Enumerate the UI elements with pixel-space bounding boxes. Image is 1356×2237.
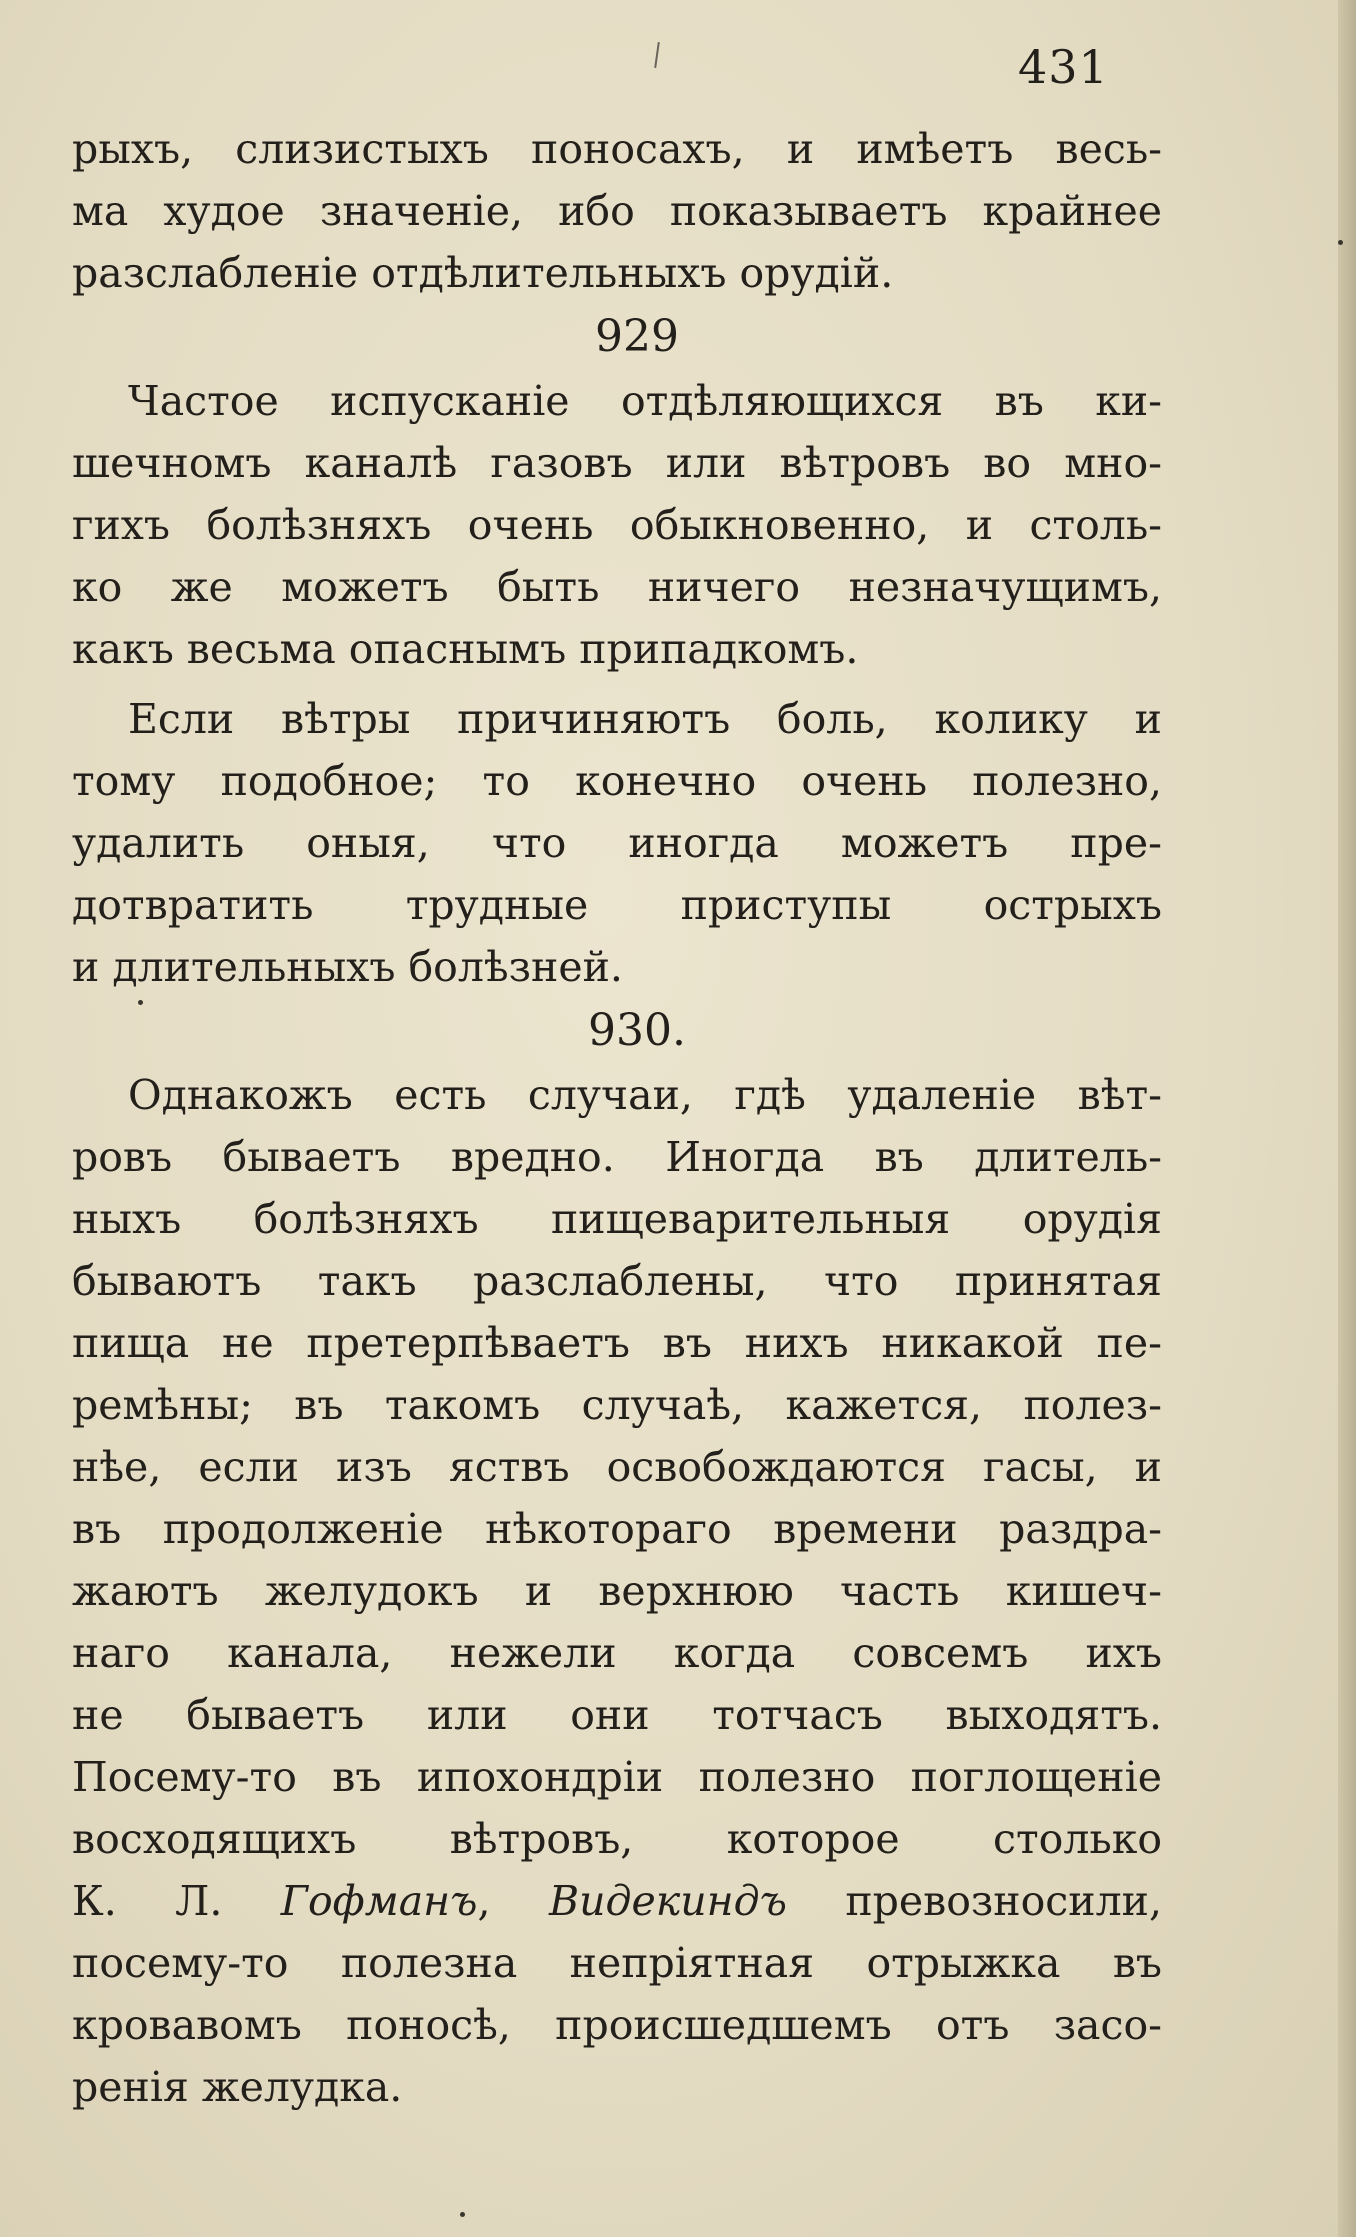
text-line: ремѣны; въ такомъ случаѣ, кажется, полез-: [72, 1381, 1162, 1429]
text-line: ныхъ болѣзняхъ пищеварительныя орудія: [72, 1195, 1162, 1243]
section-number: 930.: [588, 1005, 686, 1056]
text-line: ма худое значеніе, ибо показываетъ крайнее: [72, 187, 1162, 235]
text-line: бываютъ такъ разслаблены, что принятая: [72, 1257, 1162, 1305]
text-line: и длительныхъ болѣзней.: [72, 943, 623, 991]
italic-name: Видекиндъ: [548, 1877, 787, 1925]
paragraph-first-line: Если вѣтры причиняютъ боль, колику и: [128, 695, 1162, 743]
page-gutter: [1338, 0, 1356, 2237]
text-line: [72, 1870, 1162, 1932]
text-line: не бываетъ или они тотчасъ выходятъ.: [72, 1691, 1162, 1739]
text-line: Посему-то въ ипохондріи полезно поглощеніе: [72, 1753, 1162, 1801]
text-line: посему-то полезна непріятная отрыжка въ: [72, 1939, 1162, 1987]
paragraph-first-line: Однакожъ есть случаи, гдѣ удаленіе вѣт-: [128, 1071, 1162, 1119]
text-fragment: К. Л.: [72, 1877, 281, 1925]
text-line: рыхъ, слизистыхъ поносахъ, и имѣетъ весь-: [72, 125, 1162, 173]
ink-mark: [654, 42, 660, 68]
text-line: нѣе, если изъ яствъ освобождаются гасы, и: [72, 1443, 1162, 1491]
text-fragment: превозносили,: [786, 1877, 1162, 1925]
text-line: ровъ бываетъ вредно. Иногда въ длитель-: [72, 1133, 1162, 1181]
ink-speck: [138, 1000, 143, 1005]
page-number: 431: [1018, 40, 1109, 94]
body-text: [72, 118, 1162, 2118]
text-line: ко же можетъ быть ничего незначущимъ,: [72, 563, 1162, 611]
paragraph-gap: [72, 680, 1162, 688]
italic-name: Гофманъ: [280, 1877, 478, 1925]
text-fragment: ,: [477, 1877, 549, 1925]
text-line: разслабленіе отдѣлительныхъ орудій.: [72, 249, 894, 297]
text-line: въ продолженіе нѣкотораго времени раздра-: [72, 1505, 1162, 1553]
text-line: жаютъ желудокъ и верхнюю часть кишеч-: [72, 1567, 1162, 1615]
text-line: тому подобное; то конечно очень полезно,: [72, 757, 1162, 805]
text-line: кровавомъ поносѣ, происшедшемъ отъ засо-: [72, 2001, 1162, 2049]
text-line: ренія желудка.: [72, 2063, 403, 2111]
section-number: 929: [595, 311, 679, 362]
ink-speck: [460, 2212, 465, 2217]
text-line: восходящихъ вѣтровъ, которое столько: [72, 1815, 1162, 1863]
text-line: наго канала, нежели когда совсемъ ихъ: [72, 1629, 1162, 1677]
text-line: шечномъ каналѣ газовъ или вѣтровъ во мно-: [72, 439, 1162, 487]
text-line: какъ весьма опаснымъ припадкомъ.: [72, 625, 859, 673]
text-line: гихъ болѣзняхъ очень обыкновенно, и столь-: [72, 501, 1162, 549]
paragraph-first-line: Частое испусканіе отдѣляющихся въ ки-: [128, 377, 1162, 425]
text-line: дотвратить трудные приступы острыхъ: [72, 881, 1162, 929]
text-line: пища не претерпѣваетъ въ нихъ никакой пе-: [72, 1319, 1162, 1367]
text-line: удалить оныя, что иногда можетъ пре-: [72, 819, 1162, 867]
ink-speck: [1338, 240, 1343, 245]
